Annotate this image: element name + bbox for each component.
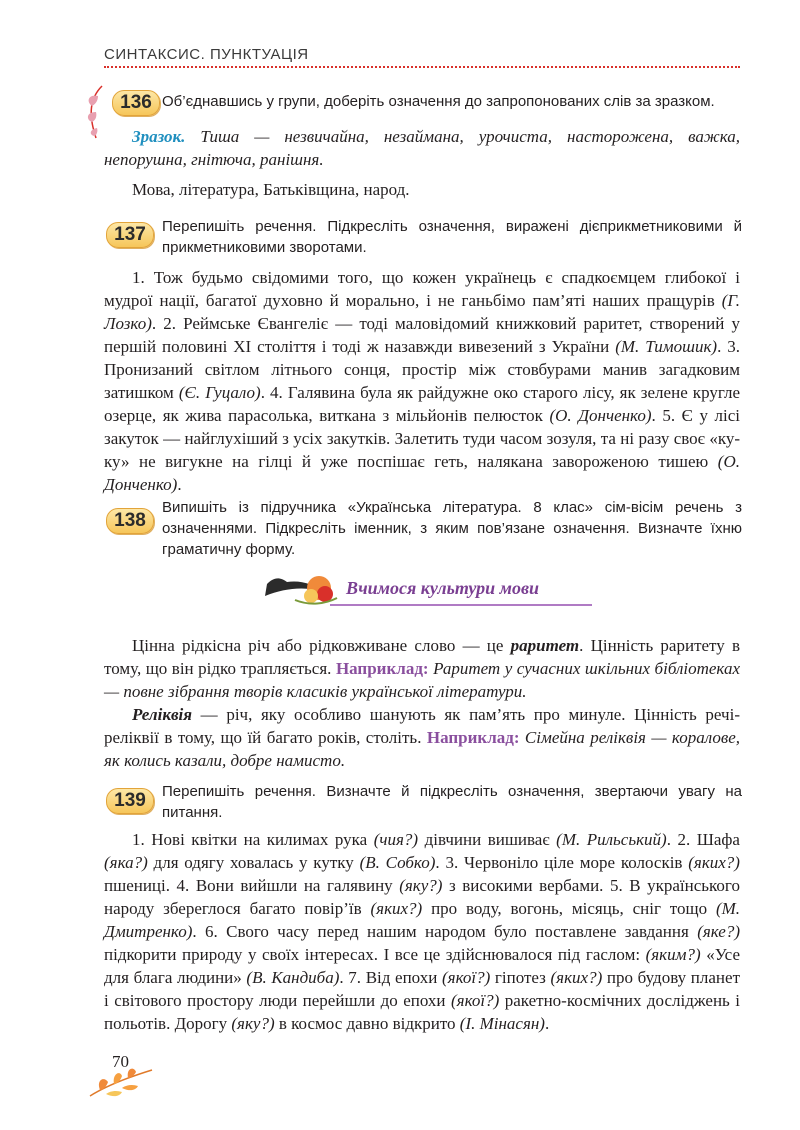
text-fragment: 1. Нові квітки на килимах рука	[132, 830, 374, 849]
text-fragment: 1. Тож будьмо свідомими того, що кожен українець є спадкоємцем глибокої і мудрої нації, багатої духовно й морально, і не ганьбімо пам’яті наших пращурів	[104, 268, 740, 310]
text-fragment: . 6. Свого часу перед нашим народом було поставлене завдання	[192, 922, 698, 941]
exercise-139-task: Перепишіть речення. Визначте й підкресліть означення, звертаючи увагу на питання.	[162, 783, 742, 821]
text-fragment: про будову планет і світового простору люди перейшли до епохи	[104, 968, 740, 1010]
text-fragment: з високими вербами. 5. В українського народу збереглося багато повір’їв	[104, 876, 740, 918]
exercise-136-word-list: Мова, література, Батьківщина, народ.	[132, 180, 410, 199]
text-fragment: . 2. Шафа	[666, 830, 740, 849]
text-fragment: «Усе для блага людини»	[104, 945, 740, 987]
question-hint: (яких?)	[688, 853, 740, 872]
author-ref: (В. Кандиба)	[246, 968, 340, 987]
term-relikviia: Реліквія	[132, 705, 193, 724]
text-fragment: гіпотез	[490, 968, 551, 987]
question-hint: (яке?)	[697, 922, 740, 941]
sample-label: Зразок.	[132, 127, 186, 146]
text-fragment: . 3. Пронизаний світлом літнього сонця, простір між стовбурами манив загадковим затишком	[104, 337, 741, 402]
header-divider	[104, 66, 740, 68]
question-hint: (яка?)	[104, 853, 148, 872]
author-ref: (В. Собко)	[359, 853, 436, 872]
author-ref: (І. Мінасян)	[459, 1014, 545, 1033]
author-ref: (М. Дмитренко)	[104, 899, 741, 941]
author-ref: (Г. Лозко)	[104, 291, 740, 333]
text-fragment: Цінна рідкісна річ або рідковживане слово — це	[132, 636, 511, 655]
author-ref: (О. Донченко)	[549, 406, 652, 425]
page-number: 70	[112, 1052, 129, 1071]
example-label: Наприклад:	[335, 659, 429, 678]
exercise-136-sample	[104, 125, 740, 171]
exercise-number-138: 138	[106, 508, 154, 534]
text-fragment: . 3. Червоніло ціле море колосків	[435, 853, 689, 872]
question-hint: (яку?)	[399, 876, 443, 895]
text-fragment: ракетно-космічних досліджень і польотів. Дорогу	[104, 991, 740, 1033]
section-header: СИНТАКСИС. ПУНКТУАЦІЯ	[104, 46, 309, 63]
author-ref: (М. Рильський)	[556, 830, 667, 849]
text-fragment: . Цінність раритету в тому, що він рідко трапляється.	[104, 636, 740, 678]
text-fragment: про воду, вогонь, місяць, сніг тощо	[422, 899, 716, 918]
exercise-139-text	[104, 828, 740, 1035]
question-hint: (чия?)	[373, 830, 419, 849]
exercise-number-139: 139	[106, 788, 154, 814]
exercise-137-task: Перепишіть речення. Підкресліть означення, виражені дієприкметниковими й прикметниковими зворотами.	[162, 218, 742, 256]
exercise-136-words	[104, 178, 740, 201]
text-fragment: . 7. Від епохи	[339, 968, 442, 987]
author-ref: (М. Тимошик)	[615, 337, 718, 356]
culture-text	[104, 634, 740, 772]
example-text: Раритет у сучасних шкільних бібліотеках — повне зібрання творів класиків української літератури.	[104, 659, 740, 701]
question-hint: (яких?)	[550, 968, 603, 987]
sample-text: Тиша — незвичайна, незаймана, урочиста, насторожена, важка, непорушна, гнітюча, ранішня.	[104, 127, 740, 169]
text-fragment: . 2. Реймське Євангеліє — тоді маловідомий книжковий раритет, створений у першій половині XI століття і тоді ж назавжди вивезений з України	[104, 314, 740, 356]
text-fragment: дівчини вишиває	[418, 830, 557, 849]
exercise-number-137: 137	[106, 222, 154, 248]
question-hint: (якої?)	[442, 968, 491, 987]
text-fragment: .	[177, 475, 182, 494]
text-fragment: — річ, яку особливо шанують як пам’ять про минуле. Цінність речі-реліквії в тому, що їй багато років, століть.	[104, 705, 740, 747]
text-fragment: . 5. Є у лісі закуток — найглухіший з усіх закутків. Залетить туди часом зозуля, та ні разу своє «ку-ку» не вигукне на гілці й уже поспішає геть, налякана завороженою тишею	[104, 406, 740, 471]
question-hint: (яких?)	[370, 899, 423, 918]
culture-banner-underline	[330, 604, 592, 606]
text-fragment: для одягу ховалась у кутку	[147, 853, 360, 872]
question-hint: (яким?)	[645, 945, 701, 964]
culture-section-title: Вчимося культури мови	[346, 578, 540, 598]
exercise-137-text	[104, 266, 740, 496]
example-label: Наприклад:	[426, 728, 520, 747]
text-fragment: . 4. Галявина була як райдужне око старого лісу, як зелене кругле озерце, як жива парасолька, виткана з мільйонів пелюсток	[104, 383, 740, 425]
example-text: Сімейна реліквія — коралове, як колись казали, добре намисто.	[104, 728, 740, 770]
term-raritet: раритет	[510, 636, 580, 655]
text-fragment: підкорити природу у своїх інтересах. І все це здійснювалося під гаслом:	[104, 945, 646, 964]
question-hint: (якої?)	[451, 991, 500, 1010]
exercise-number-136: 136	[112, 90, 160, 116]
exercise-138-task: Випишіть із підручника «Українська література. 8 клас» сім-вісім речень з означеннями. Підкресліть іменник, з яким пов’язане означення. Визначте їхню граматичну форму.	[162, 499, 742, 558]
text-fragment: .	[544, 1014, 550, 1033]
author-ref: (О. Донченко)	[104, 452, 740, 494]
text-fragment: в космос давно відкрито	[274, 1014, 460, 1033]
author-ref: (Є. Гуцало)	[178, 383, 261, 402]
exercise-136-task: Об’єднавшись у групи, доберіть означення до запропонованих слів за зразком.	[162, 93, 715, 110]
question-hint: (яку?)	[231, 1014, 275, 1033]
text-fragment: пшениці. 4. Вони вийшли на галявину	[104, 876, 400, 895]
